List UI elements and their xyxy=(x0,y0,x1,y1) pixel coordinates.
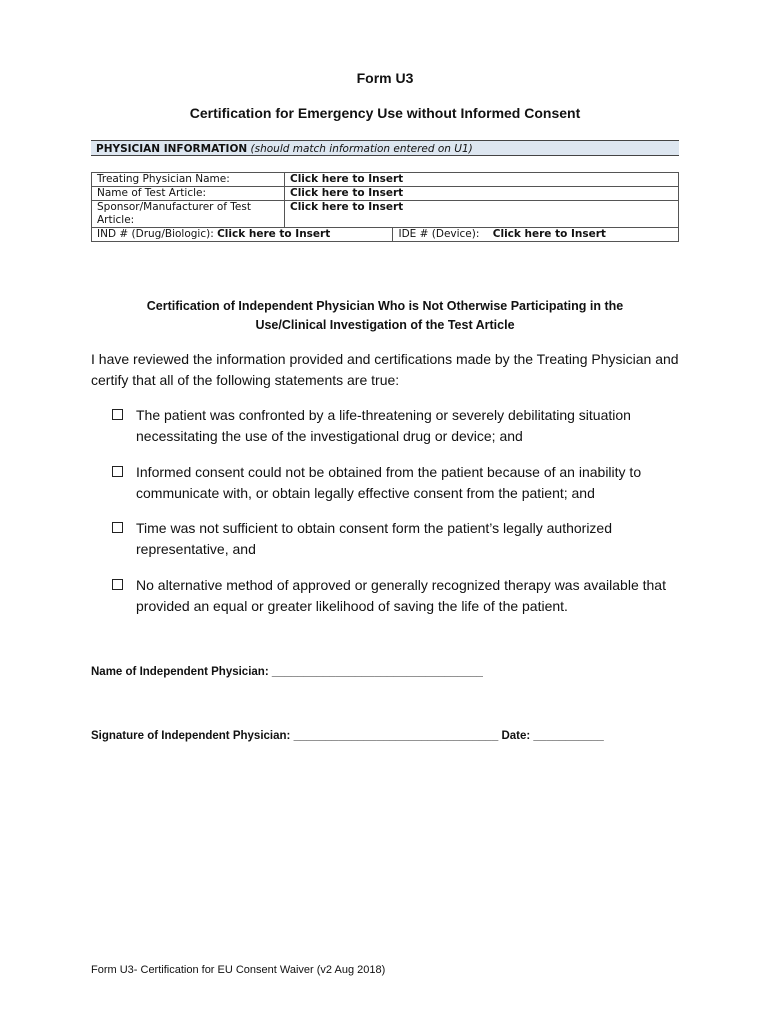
ind-cell xyxy=(92,228,393,242)
statement-text: The patient was confronted by a life-threatening or severely debilitating situation necessitating the use of the investigational drug or device; and xyxy=(136,407,631,444)
form-title: Form U3 xyxy=(356,70,414,86)
checkbox-1[interactable] xyxy=(112,409,123,420)
physician-info-heading: PHYSICIAN INFORMATION xyxy=(96,143,248,155)
table-row xyxy=(92,228,679,242)
table-row xyxy=(92,173,679,187)
ide-cell xyxy=(393,228,679,242)
treating-physician-field[interactable]: Click here to Insert xyxy=(285,173,679,187)
ide-label: IDE # (Device): xyxy=(398,228,480,240)
certification-heading-line2: Use/Clinical Investigation of the Test Article xyxy=(255,318,515,332)
certification-heading-line1: Certification of Independent Physician Who is Not Otherwise Participating in the xyxy=(146,299,624,313)
signature-label: Signature of Independent Physician: xyxy=(91,730,291,742)
checkbox-3[interactable] xyxy=(112,522,123,533)
statement-text: Time was not sufficient to obtain consent form the patient’s legally authorized representative, and xyxy=(136,520,613,557)
physician-info-banner xyxy=(91,140,679,156)
physician-name-line[interactable]: _________________________________ xyxy=(271,666,483,678)
table-row xyxy=(92,187,679,201)
signature-row xyxy=(91,730,604,742)
physician-info-table xyxy=(91,172,679,242)
treating-physician-label: Treating Physician Name: xyxy=(92,173,285,187)
physician-name-row xyxy=(91,666,483,678)
ide-field[interactable]: Click here to Insert xyxy=(492,228,606,240)
physician-info-note: (should match information entered on U1) xyxy=(250,143,473,155)
table-row xyxy=(92,201,679,228)
certification-heading xyxy=(0,297,770,335)
statement-text: No alternative method of approved or generally recognized therapy was available that provided an equal or greater likelihood of saving the life of the patient. xyxy=(136,577,666,614)
sponsor-label: Sponsor/Manufacturer of Test Article: xyxy=(92,201,285,228)
certification-intro: I have reviewed the information provided and certifications made by the Treating Physician and certify that all of the following statements are true: xyxy=(91,351,679,388)
test-article-field[interactable]: Click here to Insert xyxy=(285,187,679,201)
ind-field[interactable]: Click here to Insert xyxy=(217,228,331,240)
sponsor-field[interactable]: Click here to Insert xyxy=(285,201,679,228)
ind-label: IND # (Drug/Biologic): xyxy=(97,228,214,240)
date-label: Date: xyxy=(501,730,531,742)
signature-line[interactable]: ________________________________ xyxy=(293,730,499,742)
test-article-label: Name of Test Article: xyxy=(92,187,285,201)
page-footer: Form U3- Certification for EU Consent Waiver (v2 Aug 2018) xyxy=(91,964,386,976)
checkbox-4[interactable] xyxy=(112,579,123,590)
statement-text: Informed consent could not be obtained from the patient because of an inability to communicate with, or obtain legally effective consent from the patient; and xyxy=(136,464,642,501)
form-subtitle: Certification for Emergency Use without Informed Consent xyxy=(189,105,581,121)
checkbox-2[interactable] xyxy=(112,466,123,477)
physician-name-label: Name of Independent Physician: xyxy=(91,666,269,678)
date-line[interactable]: ___________ xyxy=(533,730,604,742)
